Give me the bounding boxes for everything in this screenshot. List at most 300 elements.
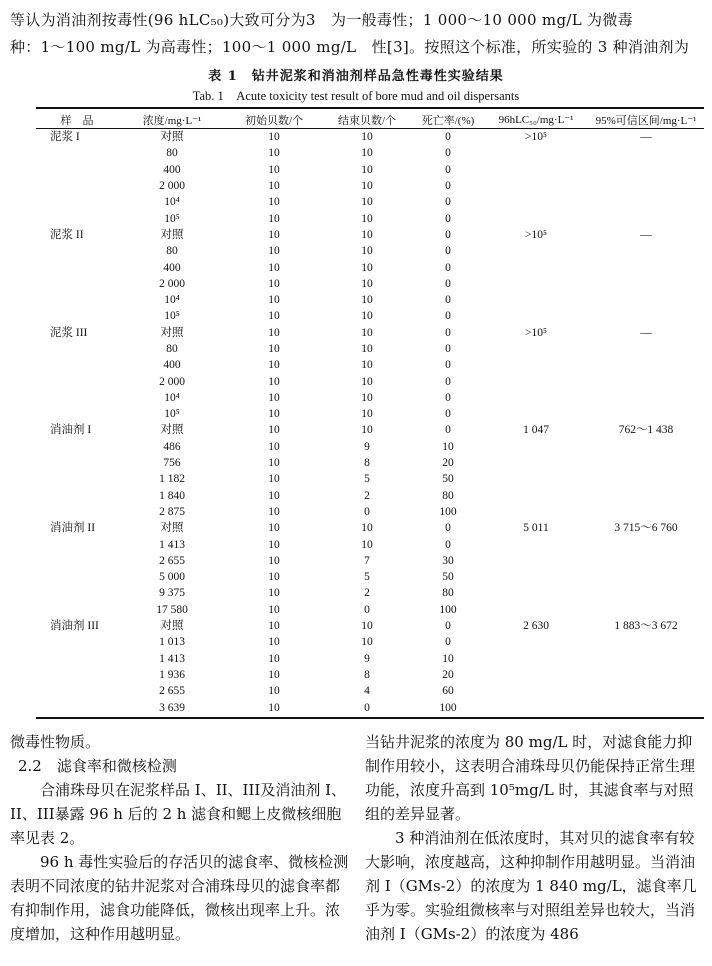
- left-paragraph-2: 96 h 毒性实验后的存活贝的滤食率、微核检测表明不同浓度的钻井泥浆对合浦珠母贝的滤食率都有抑制作用，滤食功能降低，微核出现率上升。浓度增加，这种作用越明显。: [10, 853, 349, 943]
- cell-confidence-interval: 3 715～6 760: [614, 522, 678, 535]
- cell-concentration: 10⁵: [164, 408, 180, 421]
- cell-sample: 泥浆 I: [50, 131, 80, 144]
- table-row: [36, 618, 704, 634]
- cell-sample: 泥浆 III: [50, 326, 88, 339]
- cell-initial-count: 10: [268, 457, 280, 470]
- cell-initial-count: 10: [268, 620, 280, 633]
- table-caption-cn: 表 1 钻井泥浆和消油剂样品急性毒性实验结果: [208, 69, 504, 84]
- table-row: [36, 243, 704, 259]
- cell-concentration: 80: [166, 245, 178, 258]
- cell-sample: [36, 145, 118, 161]
- cell-sample: [36, 341, 118, 357]
- cell-end-count: 5: [364, 571, 370, 584]
- cell-initial-count: 10: [268, 538, 280, 551]
- cell-lc50: >10⁵: [525, 131, 547, 144]
- cell-concentration: 2 000: [159, 180, 185, 193]
- cell-initial-count: 10: [268, 424, 280, 437]
- cell-mortality: 20: [442, 457, 454, 470]
- cell-end-count: 10: [361, 245, 373, 258]
- cell-concentration: 3 639: [159, 701, 185, 714]
- cell-confidence-interval: [588, 667, 704, 683]
- table-row: [36, 406, 704, 422]
- cell-concentration: 对照: [160, 620, 184, 633]
- cell-concentration: 400: [163, 261, 181, 274]
- cell-lc50: [484, 667, 588, 683]
- cell-end-count: 10: [361, 359, 373, 372]
- cell-sample: [36, 585, 118, 601]
- cell-lc50: [484, 276, 588, 292]
- section-heading: 2.2 滤食率和微核检测: [18, 757, 177, 775]
- table-row: [36, 504, 704, 520]
- cell-end-count: 10: [361, 131, 373, 144]
- cell-initial-count: 10: [268, 294, 280, 307]
- cell-sample: 消油剂 II: [50, 522, 96, 535]
- header-initial-count: 初始贝数/个: [244, 114, 304, 127]
- table-row: [36, 585, 704, 601]
- cell-end-count: 10: [361, 147, 373, 160]
- cell-sample: 泥浆 II: [50, 228, 84, 241]
- cell-initial-count: 10: [268, 440, 280, 453]
- cell-sample: [36, 683, 118, 699]
- cell-end-count: 10: [361, 196, 373, 209]
- cell-sample: [36, 373, 118, 389]
- cell-concentration: 对照: [160, 131, 184, 144]
- cell-sample: [36, 455, 118, 471]
- table-row: [36, 194, 704, 210]
- table-row: [36, 471, 704, 487]
- cell-concentration: 9 375: [159, 587, 185, 600]
- intro-paragraph: [10, 7, 706, 61]
- cell-mortality: 0: [445, 294, 451, 307]
- cell-lc50: [484, 471, 588, 487]
- cell-sample: 消油剂 III: [50, 620, 99, 633]
- table-header-row: [36, 110, 704, 129]
- cell-mortality: 100: [439, 701, 457, 714]
- cell-confidence-interval: [588, 308, 704, 324]
- cell-confidence-interval: [588, 292, 704, 308]
- cell-confidence-interval: [588, 194, 704, 210]
- cell-confidence-interval: [588, 210, 704, 226]
- cell-confidence-interval: [588, 145, 704, 161]
- cell-end-count: 9: [364, 440, 370, 453]
- cell-end-count: 10: [361, 228, 373, 241]
- cell-mortality: 100: [439, 603, 457, 616]
- cell-confidence-interval: 762～1 438: [618, 424, 674, 437]
- cell-lc50: [484, 259, 588, 275]
- cell-confidence-interval: [588, 276, 704, 292]
- table-bottom-rule: [36, 717, 704, 719]
- table-row: [36, 210, 704, 226]
- cell-end-count: 10: [361, 636, 373, 649]
- cell-sample: [36, 194, 118, 210]
- cell-initial-count: 10: [268, 408, 280, 421]
- cell-initial-count: 10: [268, 180, 280, 193]
- cell-initial-count: 10: [268, 212, 280, 225]
- cell-lc50: [484, 210, 588, 226]
- cell-end-count: 2: [364, 587, 370, 600]
- cell-sample: [36, 536, 118, 552]
- right-column: [365, 730, 705, 946]
- cell-sample: [36, 439, 118, 455]
- cell-lc50: [484, 162, 588, 178]
- cell-sample: [36, 471, 118, 487]
- cell-initial-count: 10: [268, 196, 280, 209]
- cell-sample: [36, 276, 118, 292]
- cell-initial-count: 10: [268, 685, 280, 698]
- cell-mortality: 80: [442, 587, 454, 600]
- table-row: [36, 699, 704, 715]
- cell-concentration: 2 000: [159, 375, 185, 388]
- cell-mortality: 0: [445, 131, 451, 144]
- cell-lc50: 5 011: [523, 522, 549, 535]
- cell-lc50: [484, 585, 588, 601]
- cell-confidence-interval: [588, 553, 704, 569]
- cell-initial-count: 10: [268, 261, 280, 274]
- cell-sample: [36, 488, 118, 504]
- cell-confidence-interval: [588, 390, 704, 406]
- table-row: [36, 520, 704, 536]
- cell-end-count: 10: [361, 310, 373, 323]
- header-confidence-interval: 95%可信区间/mg·L⁻¹: [595, 114, 697, 127]
- table-row: [36, 162, 704, 178]
- cell-end-count: 2: [364, 489, 370, 502]
- cell-lc50: [484, 602, 588, 618]
- cell-mortality: 0: [445, 391, 451, 404]
- table-row: [36, 373, 704, 389]
- cell-lc50: [484, 357, 588, 373]
- cell-concentration: 1 413: [159, 652, 185, 665]
- cell-sample: [36, 651, 118, 667]
- cell-confidence-interval: —: [640, 228, 652, 241]
- right-paragraph-1: 当钻井泥浆的浓度为 80 mg/L 时，对滤食能力抑制作用较小，这表明合浦珠母贝仍能保持正常生理功能，浓度升高到 10⁵mg/L 时，其滤食率与对照组的差异显著。: [365, 733, 696, 823]
- cell-lc50: >10⁵: [525, 326, 547, 339]
- table-row: [36, 651, 704, 667]
- cell-concentration: 756: [163, 457, 181, 470]
- cell-confidence-interval: [588, 699, 704, 715]
- cell-sample: [36, 504, 118, 520]
- cell-sample: [36, 699, 118, 715]
- cell-concentration: 400: [163, 359, 181, 372]
- cell-end-count: 10: [361, 522, 373, 535]
- left-paragraph-1: 合浦珠母贝在泥浆样品 I、II、III及消油剂 I、II、III暴露 96 h 后的 2 h 滤食和鳃上皮微核细胞率见表 2。: [10, 781, 347, 847]
- cell-lc50: [484, 699, 588, 715]
- cell-initial-count: 10: [268, 131, 280, 144]
- cell-lc50: [484, 488, 588, 504]
- cell-confidence-interval: [588, 651, 704, 667]
- cell-lc50: [484, 683, 588, 699]
- cell-end-count: 8: [364, 457, 370, 470]
- table-row: [36, 553, 704, 569]
- cell-confidence-interval: [588, 162, 704, 178]
- table-top-rule: [36, 107, 704, 109]
- cell-sample: [36, 357, 118, 373]
- cell-initial-count: 10: [268, 147, 280, 160]
- cell-sample: [36, 162, 118, 178]
- cell-initial-count: 10: [268, 245, 280, 258]
- cell-end-count: 10: [361, 538, 373, 551]
- cell-lc50: [484, 243, 588, 259]
- cell-initial-count: 10: [268, 228, 280, 241]
- cell-confidence-interval: [588, 178, 704, 194]
- cell-initial-count: 10: [268, 163, 280, 176]
- cell-end-count: 10: [361, 375, 373, 388]
- left-line-1: 微毒性物质。: [10, 733, 101, 751]
- cell-confidence-interval: [588, 373, 704, 389]
- cell-confidence-interval: [588, 634, 704, 650]
- cell-initial-count: 10: [268, 326, 280, 339]
- cell-initial-count: 10: [268, 554, 280, 567]
- cell-confidence-interval: [588, 504, 704, 520]
- cell-concentration: 10⁴: [164, 196, 180, 209]
- cell-initial-count: 10: [268, 277, 280, 290]
- cell-lc50: [484, 373, 588, 389]
- cell-lc50: [484, 569, 588, 585]
- cell-concentration: 400: [163, 163, 181, 176]
- cell-lc50: [484, 390, 588, 406]
- table-caption-en: Tab. 1 Acute toxicity test result of bore mud and oil dispersants: [192, 89, 520, 103]
- cell-concentration: 1 013: [159, 636, 185, 649]
- cell-mortality: 0: [445, 228, 451, 241]
- cell-end-count: 10: [361, 261, 373, 274]
- table-row: [36, 325, 704, 341]
- cell-initial-count: 10: [268, 668, 280, 681]
- cell-mortality: 0: [445, 326, 451, 339]
- cell-sample: [36, 406, 118, 422]
- cell-lc50: [484, 308, 588, 324]
- cell-confidence-interval: [588, 569, 704, 585]
- cell-mortality: 0: [445, 277, 451, 290]
- cell-mortality: 20: [442, 668, 454, 681]
- cell-mortality: 0: [445, 408, 451, 421]
- cell-end-count: 10: [361, 212, 373, 225]
- cell-end-count: 10: [361, 391, 373, 404]
- intro-line-1: 等认为消油剂按毒性(96 hLC₅₀)大致可分为3 为一般毒性；1 000～10 000 mg/L 为微毒: [10, 11, 633, 29]
- cell-lc50: [484, 341, 588, 357]
- cell-mortality: 80: [442, 489, 454, 502]
- table-row: [36, 276, 704, 292]
- cell-confidence-interval: [588, 341, 704, 357]
- cell-concentration: 486: [163, 440, 181, 453]
- cell-sample: [36, 308, 118, 324]
- cell-mortality: 0: [445, 636, 451, 649]
- cell-end-count: 10: [361, 424, 373, 437]
- cell-concentration: 80: [166, 343, 178, 355]
- cell-concentration: 对照: [160, 424, 184, 437]
- table-row: [36, 341, 704, 357]
- cell-concentration: 2 875: [159, 505, 185, 518]
- cell-mortality: 50: [442, 473, 454, 486]
- cell-concentration: 1 413: [159, 538, 185, 551]
- cell-initial-count: 10: [268, 489, 280, 502]
- cell-initial-count: 10: [268, 391, 280, 404]
- cell-confidence-interval: [588, 536, 704, 552]
- cell-end-count: 4: [364, 685, 370, 698]
- cell-lc50: >10⁵: [525, 228, 547, 241]
- cell-confidence-interval: —: [640, 326, 652, 339]
- cell-mortality: 50: [442, 571, 454, 584]
- cell-concentration: 1 840: [159, 489, 185, 502]
- cell-end-count: 5: [364, 473, 370, 486]
- cell-end-count: 9: [364, 652, 370, 665]
- cell-concentration: 对照: [160, 326, 184, 339]
- cell-confidence-interval: 1 883～3 672: [614, 620, 678, 633]
- cell-lc50: [484, 651, 588, 667]
- cell-mortality: 30: [442, 554, 454, 567]
- cell-sample: [36, 243, 118, 259]
- cell-concentration: 10⁴: [164, 294, 180, 307]
- table-row: [36, 259, 704, 275]
- cell-initial-count: 10: [268, 603, 280, 616]
- cell-concentration: 5 000: [159, 571, 185, 584]
- cell-mortality: 0: [445, 196, 451, 209]
- cell-initial-count: 10: [268, 652, 280, 665]
- table-row: [36, 536, 704, 552]
- cell-concentration: 80: [166, 147, 178, 160]
- cell-sample: [36, 390, 118, 406]
- table-row: [36, 488, 704, 504]
- cell-mortality: 0: [445, 424, 451, 437]
- table-row: [36, 569, 704, 585]
- cell-lc50: [484, 504, 588, 520]
- table-row: [36, 357, 704, 373]
- cell-confidence-interval: [588, 602, 704, 618]
- cell-lc50: [484, 634, 588, 650]
- cell-concentration: 2 655: [159, 554, 185, 567]
- cell-initial-count: 10: [268, 359, 280, 372]
- cell-end-count: 7: [364, 554, 370, 567]
- table-row: [36, 422, 704, 438]
- table-row: [36, 602, 704, 618]
- table-row: [36, 390, 704, 406]
- cell-initial-count: 10: [268, 473, 280, 486]
- table-row: [36, 145, 704, 161]
- cell-end-count: 10: [361, 620, 373, 633]
- cell-lc50: [484, 455, 588, 471]
- cell-concentration: 2 000: [159, 277, 185, 290]
- cell-lc50: [484, 536, 588, 552]
- cell-confidence-interval: [588, 488, 704, 504]
- cell-concentration: 对照: [160, 522, 184, 535]
- table-body: [36, 129, 704, 716]
- cell-sample: [36, 602, 118, 618]
- cell-sample: [36, 569, 118, 585]
- cell-mortality: 0: [445, 147, 451, 160]
- table-row: [36, 129, 704, 145]
- cell-mortality: 0: [445, 522, 451, 535]
- cell-sample: [36, 667, 118, 683]
- table-row: [36, 439, 704, 455]
- cell-end-count: 10: [361, 326, 373, 339]
- cell-lc50: [484, 145, 588, 161]
- cell-initial-count: 10: [268, 636, 280, 649]
- cell-mortality: 0: [445, 620, 451, 633]
- cell-mortality: 0: [445, 343, 451, 355]
- table-row: [36, 634, 704, 650]
- cell-end-count: 10: [361, 294, 373, 307]
- table-row: [36, 455, 704, 471]
- cell-mortality: 10: [442, 652, 454, 665]
- cell-concentration: 10⁵: [164, 212, 180, 225]
- table-row: [36, 292, 704, 308]
- cell-confidence-interval: [588, 683, 704, 699]
- table-row: [36, 178, 704, 194]
- cell-mortality: 0: [445, 180, 451, 193]
- cell-confidence-interval: [588, 471, 704, 487]
- cell-mortality: 0: [445, 310, 451, 323]
- cell-mortality: 0: [445, 375, 451, 388]
- cell-lc50: 1 047: [523, 424, 549, 437]
- cell-lc50: 2 630: [523, 620, 549, 633]
- cell-sample: 消油剂 I: [50, 424, 92, 437]
- cell-mortality: 0: [445, 212, 451, 225]
- cell-end-count: 0: [364, 603, 370, 616]
- cell-initial-count: 10: [268, 701, 280, 714]
- cell-mortality: 0: [445, 261, 451, 274]
- cell-initial-count: 10: [268, 571, 280, 584]
- cell-initial-count: 10: [268, 522, 280, 535]
- cell-confidence-interval: [588, 357, 704, 373]
- cell-initial-count: 10: [268, 310, 280, 323]
- cell-end-count: 10: [361, 180, 373, 193]
- cell-concentration: 对照: [160, 228, 184, 241]
- cell-confidence-interval: [588, 406, 704, 422]
- header-mortality: 死亡率/(%): [421, 114, 475, 127]
- cell-concentration: 10⁴: [164, 391, 180, 404]
- table-row: [36, 308, 704, 324]
- header-lc50: 96hLC₅₀/mg·L⁻¹: [498, 114, 574, 126]
- cell-end-count: 10: [361, 163, 373, 176]
- cell-concentration: 17 580: [156, 603, 188, 616]
- cell-initial-count: 10: [268, 375, 280, 388]
- cell-sample: [36, 259, 118, 275]
- cell-sample: [36, 178, 118, 194]
- cell-end-count: 10: [361, 408, 373, 421]
- right-paragraph-2: 3 种消油剂在低浓度时，其对贝的滤食率有较大影响，浓度越高，这种抑制作用越明显。当消油剂 I（GMs-2）的浓度为 1 840 mg/L，滤食率几乎为零。实验组微核率与对照组差异也较大，当消油剂 I（GMs-2）的浓度为 486: [365, 829, 697, 943]
- cell-confidence-interval: [588, 243, 704, 259]
- table-row: [36, 667, 704, 683]
- cell-lc50: [484, 292, 588, 308]
- cell-mortality: 0: [445, 359, 451, 372]
- cell-lc50: [484, 553, 588, 569]
- table-row: [36, 683, 704, 699]
- cell-lc50: [484, 439, 588, 455]
- cell-confidence-interval: —: [640, 131, 652, 144]
- cell-confidence-interval: [588, 259, 704, 275]
- cell-confidence-interval: [588, 439, 704, 455]
- cell-mortality: 100: [439, 505, 457, 518]
- cell-concentration: 10⁵: [164, 310, 180, 323]
- cell-concentration: 1 936: [159, 668, 185, 681]
- cell-mortality: 60: [442, 685, 454, 698]
- cell-mortality: 0: [445, 538, 451, 551]
- cell-sample: [36, 553, 118, 569]
- cell-end-count: 8: [364, 668, 370, 681]
- cell-sample: [36, 634, 118, 650]
- cell-confidence-interval: [588, 455, 704, 471]
- cell-confidence-interval: [588, 585, 704, 601]
- cell-end-count: 10: [361, 277, 373, 290]
- header-concentration: 浓度/mg·L⁻¹: [142, 114, 202, 127]
- cell-mortality: 0: [445, 163, 451, 176]
- cell-lc50: [484, 406, 588, 422]
- cell-mortality: 10: [442, 440, 454, 453]
- toxicity-table: [36, 110, 704, 716]
- cell-end-count: 0: [364, 701, 370, 714]
- cell-lc50: [484, 194, 588, 210]
- cell-initial-count: 10: [268, 343, 280, 355]
- cell-concentration: 2 655: [159, 685, 185, 698]
- left-column: [10, 730, 350, 946]
